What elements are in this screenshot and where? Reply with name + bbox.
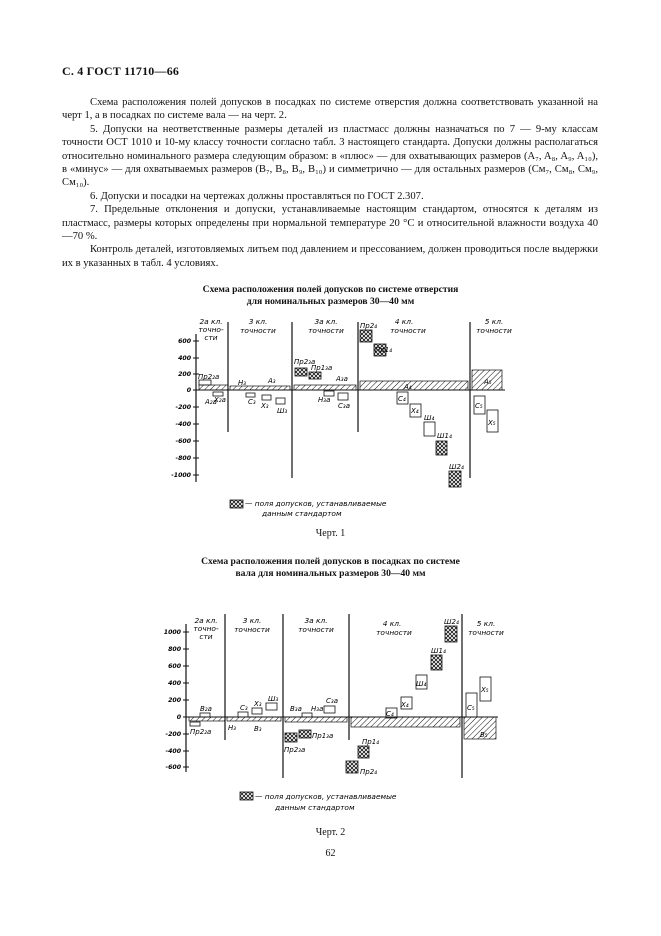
chart2-title-line2: вала для номинальных размеров 30—40 мм — [235, 568, 426, 579]
tolerance-field — [246, 393, 255, 397]
tolerance-field — [238, 712, 248, 717]
tolerance-field — [351, 717, 460, 727]
group-label: точности — [476, 326, 512, 335]
field-label: В₃а — [290, 705, 302, 713]
ytick: 200 — [168, 697, 181, 704]
tolerance-field — [190, 722, 200, 726]
field-label: Н₃а — [318, 396, 331, 404]
chart2-title-line1: Схема расположения полей допусков в посадках по системе — [201, 556, 460, 567]
group-label: 3а кл. — [304, 616, 328, 625]
group-label: 4 кл. — [382, 619, 402, 628]
field-label: Пр2₄ — [360, 322, 377, 330]
group-label: 3 кл. — [242, 616, 262, 625]
tolerance-field — [436, 441, 447, 455]
ytick: 400 — [168, 680, 181, 687]
field-label: Х₃ — [254, 700, 262, 708]
field-label: Х₄ — [411, 407, 419, 415]
paragraph: Контроль деталей, изготовляемых литьем под давлением и прессованием, должен проводиться после выдержки их в указанных в табл. 4 условиях. — [62, 244, 598, 269]
tolerance-field — [424, 422, 435, 436]
field-label: Пр2₂а — [198, 373, 220, 381]
field-label: С₃ — [240, 704, 248, 712]
tolerance-field — [199, 385, 228, 390]
chart1-title-line2: для номинальных размеров 30—40 мм — [246, 296, 415, 307]
field-label: Ш1₄ — [437, 432, 452, 440]
field-label: Пр1₄ — [362, 738, 379, 746]
chart1-caption: Черт. 1 — [315, 528, 346, 539]
ytick: 0 — [176, 714, 181, 721]
tolerance-field — [358, 746, 369, 758]
ytick: -800 — [175, 455, 191, 462]
field-label: А₃ — [268, 377, 276, 385]
field-label: Н₃ — [228, 724, 237, 732]
paragraph: 7. Предельные отклонения и допуски, устанавливаемые настоящим стандартом, относятся к деталям из пластмасс, размеры которых определены при нормальной температуре 20 °С и относительной влажности воздуха 40—70 %. — [62, 204, 598, 243]
legend-line2: данным стандартом — [275, 803, 355, 812]
field-label: А₅ — [484, 378, 492, 386]
group-label: сти — [204, 333, 218, 342]
field-label: С₅ — [475, 402, 483, 410]
group-label: 3 кл. — [248, 317, 268, 326]
field-label: Х₄ — [401, 701, 409, 709]
group-label: точности — [234, 625, 270, 634]
group-label: сти — [199, 632, 213, 641]
chart1-field-labels — [198, 322, 496, 471]
tolerance-field — [324, 706, 335, 713]
field-label: В₅ — [480, 731, 488, 739]
field-label: С₄ — [398, 395, 406, 403]
ytick: -200 — [175, 404, 191, 411]
field-label: А₃а — [336, 375, 348, 383]
legend-line2: данным стандартом — [262, 509, 342, 518]
paragraph: 5. Допуски на неответственные размеры деталей из пластмасс должны назначаться по 7 — 9-му классам точности ОСТ 1010 и 10-му классу точности согласно табл. 3 настоящего стандарта. Допуски должны располагаться относительно номинального размера следующим образом: в «плюс» — для охватывающих размеров (A₇, A₈, A₉, A₁₀), в «минус» — для охватываемых размеров (B₇, B₈, B₉, B₁₀) и симметрично — для остальных размеров (См₇, См₈, См₉, См₁₀). — [62, 123, 598, 189]
group-label: 3а кл. — [314, 317, 338, 326]
group-label: точно- — [193, 624, 219, 633]
legend-swatch — [240, 792, 253, 800]
field-label: Пр2₄ — [360, 768, 377, 776]
group-label: точности — [308, 326, 344, 335]
ytick: 600 — [168, 663, 181, 670]
field-label: Пр2₂а — [190, 728, 212, 736]
field-label: А₄ — [404, 383, 412, 391]
group-label: точности — [298, 625, 334, 634]
field-label: С₃а — [338, 402, 350, 410]
body-text — [62, 96, 598, 270]
field-label: А₂а — [205, 398, 217, 406]
ytick: 200 — [178, 371, 191, 378]
tolerance-field — [189, 717, 225, 721]
field-label: Пр2₃а — [294, 358, 316, 366]
field-label: Ш1₄ — [431, 647, 446, 655]
chart2-title — [0, 556, 661, 580]
tolerance-field — [346, 761, 358, 773]
ytick: -200 — [165, 731, 181, 738]
ytick: 1000 — [163, 629, 181, 636]
group-label: 4 кл. — [394, 317, 414, 326]
ytick: 800 — [168, 646, 181, 653]
ytick: 400 — [178, 355, 191, 362]
field-label: Ш₃ — [277, 407, 288, 415]
ytick: -400 — [165, 748, 181, 755]
tolerance-field — [266, 703, 277, 710]
ytick: 600 — [178, 338, 191, 345]
tolerance-field — [338, 393, 348, 400]
legend-line1: — поля допусков, устанавливаемые — [245, 499, 387, 508]
tolerance-field — [360, 330, 372, 342]
tolerance-field — [276, 398, 285, 404]
field-label: Ш₄ — [424, 414, 435, 422]
field-label: Пр1₃а — [312, 732, 334, 740]
group-label: точно- — [198, 325, 224, 334]
tolerance-field — [227, 717, 281, 721]
field-label: Н₃ — [238, 379, 247, 387]
chart1-yticks — [171, 338, 199, 479]
tolerance-field — [360, 381, 468, 390]
group-label: 5 кл. — [484, 317, 504, 326]
page-number: 62 — [325, 848, 336, 859]
group-label: точности — [468, 628, 504, 637]
ytick: -1000 — [171, 472, 191, 479]
chart2-field-labels — [190, 618, 489, 776]
tolerance-field — [302, 713, 312, 717]
field-label: Пр1₃а — [311, 364, 333, 372]
legend-line1: — поля допусков, устанавливаемые — [255, 792, 397, 801]
field-label: Пр1₄ — [375, 346, 392, 354]
tolerance-field — [449, 471, 461, 487]
group-label: точности — [390, 326, 426, 335]
chart1-title — [0, 284, 661, 308]
field-label: Ш2₄ — [444, 618, 459, 626]
chart2-diagram — [0, 606, 661, 826]
tolerance-field — [262, 395, 271, 400]
group-label: 2а кл. — [199, 317, 223, 326]
ytick: -600 — [175, 438, 191, 445]
tolerance-field — [431, 655, 442, 670]
field-label: С₃а — [326, 697, 338, 705]
tolerance-field — [252, 708, 262, 714]
field-label: Пр2₃а — [284, 746, 306, 754]
group-label: точности — [240, 326, 276, 335]
ytick: -400 — [175, 421, 191, 428]
group-label: 5 кл. — [476, 619, 496, 628]
tolerance-field — [309, 372, 321, 379]
tolerance-field — [294, 385, 356, 390]
tolerance-field — [445, 626, 457, 642]
chart2-yticks — [164, 629, 189, 771]
ytick: -600 — [165, 764, 181, 771]
tolerance-field — [295, 368, 307, 376]
field-label: С₃ — [248, 398, 256, 406]
chart1-diagram — [0, 312, 661, 522]
tolerance-field — [200, 713, 210, 717]
field-label: Х₅ — [481, 686, 489, 694]
paragraph: 6. Допуски и посадки на чертежах должны проставляться по ГОСТ 2.307. — [90, 190, 424, 202]
tolerance-field — [285, 733, 297, 742]
page-header: С. 4 ГОСТ 11710—66 — [62, 64, 180, 78]
field-label: С₄ — [386, 710, 394, 718]
chart2-caption: Черт. 2 — [315, 827, 346, 838]
paragraph: Схема расположения полей допусков в посадках по системе отверстия должна соответствовать указанной на черт 1, а в посадках по системе вала — на черт. 2. — [62, 97, 598, 122]
tolerance-field — [285, 717, 347, 722]
field-label: В₃ — [254, 725, 262, 733]
field-label: В₂а — [200, 705, 212, 713]
group-label: точности — [376, 628, 412, 637]
field-label: Ш₄ — [416, 680, 427, 688]
field-label: С₅ — [467, 704, 475, 712]
field-label: Х₂а — [214, 396, 226, 404]
field-label: Н₃а — [311, 705, 324, 713]
group-label: 2а кл. — [194, 616, 218, 625]
tolerance-field — [299, 730, 311, 738]
field-label: Ш2₄ — [449, 463, 464, 471]
field-label: Х₃ — [261, 402, 269, 410]
legend-swatch — [230, 500, 243, 508]
field-label: Х₅ — [488, 419, 496, 427]
field-label: Ш₃ — [268, 695, 279, 703]
chart1-title-line1: Схема расположения полей допусков по системе отверстия — [202, 284, 459, 295]
ytick: 0 — [186, 387, 191, 394]
